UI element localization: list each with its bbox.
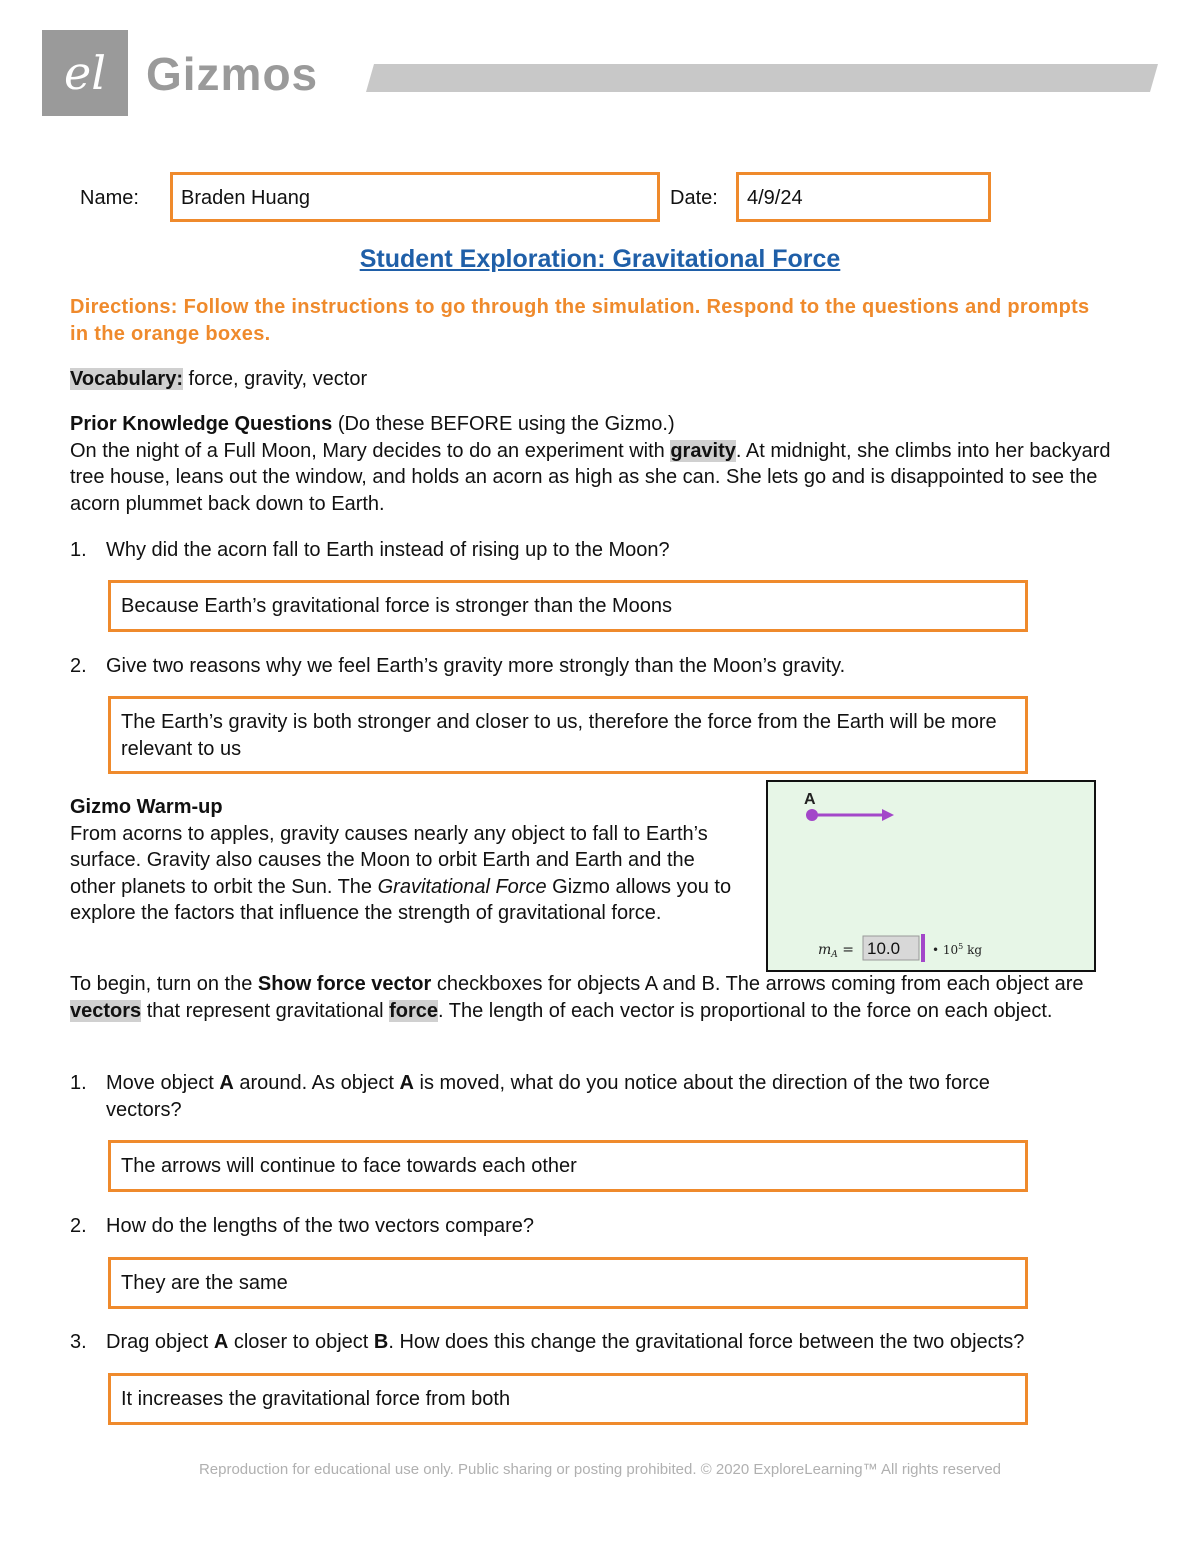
warmup-text: checkboxes for objects A and B. The arrows coming from each object are — [431, 973, 1084, 995]
gizmo-screenshot — [766, 780, 1096, 972]
question-text: Move object A around. As object A is moved, what do you notice about the direction of the two force vectors? — [106, 1072, 990, 1121]
object-a[interactable] — [806, 809, 818, 821]
question-number: 3. — [70, 1331, 87, 1353]
answer-box-warmup-2[interactable]: They are the same — [108, 1257, 1028, 1309]
show-force-vector-term: Show force vector — [257, 973, 432, 995]
gizmo-name: Gravitational Force — [377, 875, 547, 898]
prior-knowledge-heading: Prior Knowledge Questions — [70, 413, 333, 435]
mass-label: $m_A$ = — [818, 942, 854, 960]
date-label: Date: — [670, 187, 718, 209]
mass-slider-handle[interactable] — [921, 934, 925, 962]
header-bar — [366, 64, 1158, 92]
warmup-text: . The length of each vector is proportional to the force on each object. — [437, 999, 1053, 1022]
prior-question-1 — [0, 537, 1200, 563]
intro-text-continued: . At midnight, she climbs into her backyard tree house, leans out the window, and holds an acorn as high as she can. She lets go and is disappointed to see the acorn plummet back down to Earth. — [70, 439, 1111, 515]
mass-input-value[interactable]: 10.0 — [867, 939, 901, 958]
vocabulary — [70, 366, 1134, 393]
name-field[interactable]: Braden Huang — [170, 172, 660, 222]
arrowhead-icon — [882, 809, 894, 821]
prior-knowledge-intro — [70, 438, 1134, 518]
warmup-question-3 — [0, 1329, 1200, 1355]
date-field[interactable]: 4/9/24 — [736, 172, 991, 222]
explorelearning-logo-icon: el — [64, 46, 106, 100]
question-number: 1. — [70, 1072, 87, 1094]
prior-knowledge-note: (Do these BEFORE using the Gizmo.) — [332, 413, 675, 435]
answer-box-warmup-1[interactable]: The arrows will continue to face towards each other — [108, 1140, 1028, 1192]
vocab-highlight-gravity: gravity — [670, 439, 736, 462]
warmup-heading: Gizmo Warm-up — [70, 796, 223, 818]
prior-knowledge-section — [70, 411, 1134, 517]
answer-box-warmup-3[interactable]: It increases the gravitational force from both — [108, 1373, 1028, 1425]
question-text: Why did the acorn fall to Earth instead of rising up to the Moon? — [106, 539, 670, 561]
question-text: Give two reasons why we feel Earth’s gravity more strongly than the Moon’s gravity. — [106, 655, 846, 677]
object-a-label: A — [804, 791, 816, 808]
prior-knowledge-heading-line — [70, 411, 1134, 438]
page-title: Student Exploration: Gravitational Force — [359, 245, 841, 273]
warmup-text: From acorns to apples, gravity causes nearly any object to fall to Earth’s surface. Gravity also causes the Moon to orbit Earth and Earth and the other planets to orbit the Sun. The — [70, 822, 708, 898]
warmup-question-2 — [0, 1213, 1200, 1239]
question-number: 2. — [70, 655, 87, 677]
intro-text: On the night of a Full Moon, Mary decides to do an experiment with — [70, 439, 671, 462]
question-text: Drag object A closer to object B. How does this change the gravitational force between the two objects? — [106, 1331, 1025, 1353]
vocabulary-label: Vocabulary: — [70, 368, 183, 390]
prior-question-2 — [0, 653, 1200, 679]
directions: Directions: Follow the instructions to go through the simulation. Respond to the questions and prompts in the orange boxes. — [70, 296, 1090, 345]
simulation-canvas — [768, 782, 1094, 970]
warmup-section — [70, 794, 742, 927]
vocabulary-terms: force, gravity, vector — [183, 368, 368, 390]
question-number: 2. — [70, 1215, 87, 1237]
name-label: Name: — [80, 187, 139, 209]
answer-box-prior-2[interactable]: The Earth’s gravity is both stronger and closer to us, therefore the force from the Earth will be more relevant to us — [108, 696, 1028, 774]
question-text: How do the lengths of the two vectors compare? — [106, 1215, 535, 1237]
warmup-text: that represent gravitational — [141, 999, 390, 1022]
mass-unit: • $10^5$ kg — [932, 942, 983, 957]
vocab-highlight-force: force — [389, 999, 438, 1022]
warmup-text-continued: Gizmo allows you to explore the factors that influence the strength of gravitational force. — [70, 875, 732, 924]
copyright-footer: Reproduction for educational use only. Public sharing or posting prohibited. © 2020 ExploreLearning™ All rights reserved — [198, 1461, 1002, 1478]
question-number: 1. — [70, 539, 87, 561]
warmup-question-1 — [0, 1070, 1200, 1124]
warmup-paragraph-2 — [70, 971, 1134, 1024]
warmup-paragraph-1 — [70, 821, 742, 927]
vocab-highlight-vectors: vectors — [70, 999, 142, 1022]
warmup-text: To begin, turn on the — [70, 973, 258, 995]
brand-name: Gizmos — [146, 48, 319, 100]
answer-box-prior-1[interactable]: Because Earth’s gravitational force is stronger than the Moons — [108, 580, 1028, 632]
